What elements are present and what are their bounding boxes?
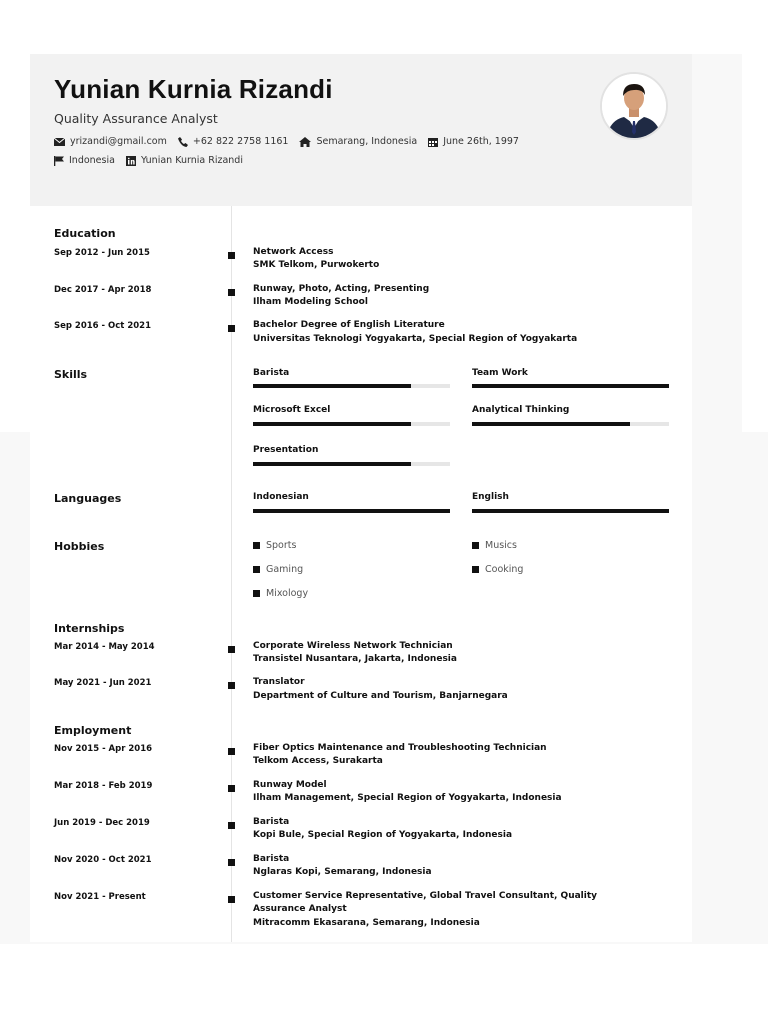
contact-phone[interactable] <box>178 136 289 147</box>
employment-date: Nov 2015 - Apr 2016 <box>54 744 153 754</box>
flag-icon <box>54 156 64 166</box>
hobby-item <box>472 540 517 551</box>
section-title-education: Education <box>54 227 116 240</box>
contact-phone-text: +62 822 2758 1161 <box>192 136 289 147</box>
contact-row-1 <box>54 136 530 147</box>
skill-bar <box>253 422 450 426</box>
timeline-divider <box>231 206 232 942</box>
education-bullet <box>228 325 235 332</box>
employment-bullet <box>228 785 235 792</box>
contact-email-text: yrizandi@gmail.com <box>70 136 167 147</box>
language-name: English <box>472 492 509 502</box>
candidate-name: Yunian Kurnia Rizandi <box>54 74 333 104</box>
home-icon <box>299 137 311 147</box>
resume-header <box>30 54 692 206</box>
hobby-label: Mixology <box>266 588 309 599</box>
hobby-item <box>253 588 308 599</box>
hobby-label: Cooking <box>485 564 524 575</box>
calendar-icon <box>428 137 438 147</box>
education-school: Ilham Modeling School <box>253 297 368 307</box>
contact-birthdate-text: June 26th, 1997 <box>443 136 519 147</box>
square-bullet-icon <box>253 566 260 573</box>
square-bullet-icon <box>253 590 260 597</box>
hobby-label: Sports <box>266 540 297 551</box>
envelope-icon <box>54 138 65 146</box>
skill-name: Barista <box>253 368 290 378</box>
internship-date: Mar 2014 - May 2014 <box>54 642 155 652</box>
section-title-skills: Skills <box>54 368 88 381</box>
hobby-item <box>472 564 523 575</box>
resume-sheet <box>30 54 692 942</box>
internship-date: May 2021 - Jun 2021 <box>54 678 152 688</box>
language-name: Indonesian <box>253 492 309 502</box>
employment-role: Runway Model <box>253 780 327 790</box>
square-bullet-icon <box>253 542 260 549</box>
skill-bar-fill <box>472 384 669 388</box>
section-title-hobbies: Hobbies <box>54 540 105 553</box>
employment-role-continued: Assurance Analyst <box>253 904 347 914</box>
language-bar <box>472 509 669 513</box>
internship-role: Corporate Wireless Network Technician <box>253 641 453 651</box>
employment-company: Telkom Access, Surakarta <box>253 756 383 766</box>
page-background-right <box>692 54 742 942</box>
section-title-languages: Languages <box>54 492 122 505</box>
skill-name: Team Work <box>472 368 528 378</box>
contact-email[interactable] <box>54 136 167 147</box>
skill-bar <box>472 384 669 388</box>
education-date: Sep 2012 - Jun 2015 <box>54 248 150 258</box>
employment-bullet <box>228 822 235 829</box>
employment-role: Customer Service Representative, Global Travel Consultant, Quality <box>253 891 598 901</box>
contact-linkedin-text: Yunian Kurnia Rizandi <box>140 155 243 166</box>
skill-bar-fill <box>253 422 411 426</box>
linkedin-icon <box>126 156 136 166</box>
internship-role: Translator <box>253 677 305 687</box>
education-school: SMK Telkom, Purwokerto <box>253 260 380 270</box>
employment-date: Jun 2019 - Dec 2019 <box>54 818 150 828</box>
contact-location-text: Semarang, Indonesia <box>316 136 418 147</box>
education-bullet <box>228 252 235 259</box>
employment-company: Kopi Bule, Special Region of Yogyakarta, Indonesia <box>253 830 513 840</box>
education-bullet <box>228 289 235 296</box>
hobby-item <box>253 540 296 551</box>
internship-company: Department of Culture and Tourism, Banjarnegara <box>253 691 508 701</box>
employment-role: Barista <box>253 817 290 827</box>
employment-company: Mitracomm Ekasarana, Semarang, Indonesia <box>253 918 480 928</box>
education-school: Universitas Teknologi Yogyakarta, Special Region of Yogyakarta <box>253 334 578 344</box>
contact-row-2 <box>54 155 254 166</box>
section-title-internships: Internships <box>54 622 125 635</box>
profile-photo <box>600 72 668 140</box>
contact-nationality <box>54 155 115 166</box>
employment-bullet <box>228 748 235 755</box>
hobby-label: Gaming <box>266 564 304 575</box>
education-degree: Bachelor Degree of English Literature <box>253 320 445 330</box>
skill-name: Presentation <box>253 445 319 455</box>
contact-birthdate <box>428 136 519 147</box>
skill-bar <box>472 422 669 426</box>
internship-bullet <box>228 682 235 689</box>
internship-bullet <box>228 646 235 653</box>
internship-company: Transistel Nusantara, Jakarta, Indonesia <box>253 654 457 664</box>
contact-nationality-text: Indonesia <box>69 155 115 166</box>
section-title-employment: Employment <box>54 724 132 737</box>
employment-role: Barista <box>253 854 290 864</box>
language-bar-fill <box>253 509 450 513</box>
skill-name: Microsoft Excel <box>253 405 331 415</box>
education-date: Dec 2017 - Apr 2018 <box>54 285 152 295</box>
skill-name: Analytical Thinking <box>472 405 570 415</box>
contact-location <box>299 136 417 147</box>
education-degree: Runway, Photo, Acting, Presenting <box>253 284 430 294</box>
employment-company: Nglaras Kopi, Semarang, Indonesia <box>253 867 432 877</box>
square-bullet-icon <box>472 542 479 549</box>
skill-bar-fill <box>253 462 411 466</box>
square-bullet-icon <box>472 566 479 573</box>
employment-bullet <box>228 896 235 903</box>
language-bar-fill <box>472 509 669 513</box>
employment-bullet <box>228 859 235 866</box>
employment-date: Nov 2020 - Oct 2021 <box>54 855 152 865</box>
hobby-label: Musics <box>485 540 517 551</box>
employment-date: Nov 2021 - Present <box>54 892 146 902</box>
skill-bar <box>253 384 450 388</box>
contact-linkedin[interactable] <box>126 155 243 166</box>
skill-bar <box>253 462 450 466</box>
skill-bar-fill <box>472 422 630 426</box>
employment-date: Mar 2018 - Feb 2019 <box>54 781 153 791</box>
employment-company: Ilham Management, Special Region of Yogyakarta, Indonesia <box>253 793 562 803</box>
education-degree: Network Access <box>253 247 334 257</box>
candidate-job-title: Quality Assurance Analyst <box>54 111 218 126</box>
phone-icon <box>178 137 188 147</box>
language-bar <box>253 509 450 513</box>
employment-role: Fiber Optics Maintenance and Troubleshooting Technician <box>253 743 547 753</box>
education-date: Sep 2016 - Oct 2021 <box>54 321 151 331</box>
skill-bar-fill <box>253 384 411 388</box>
hobby-item <box>253 564 303 575</box>
